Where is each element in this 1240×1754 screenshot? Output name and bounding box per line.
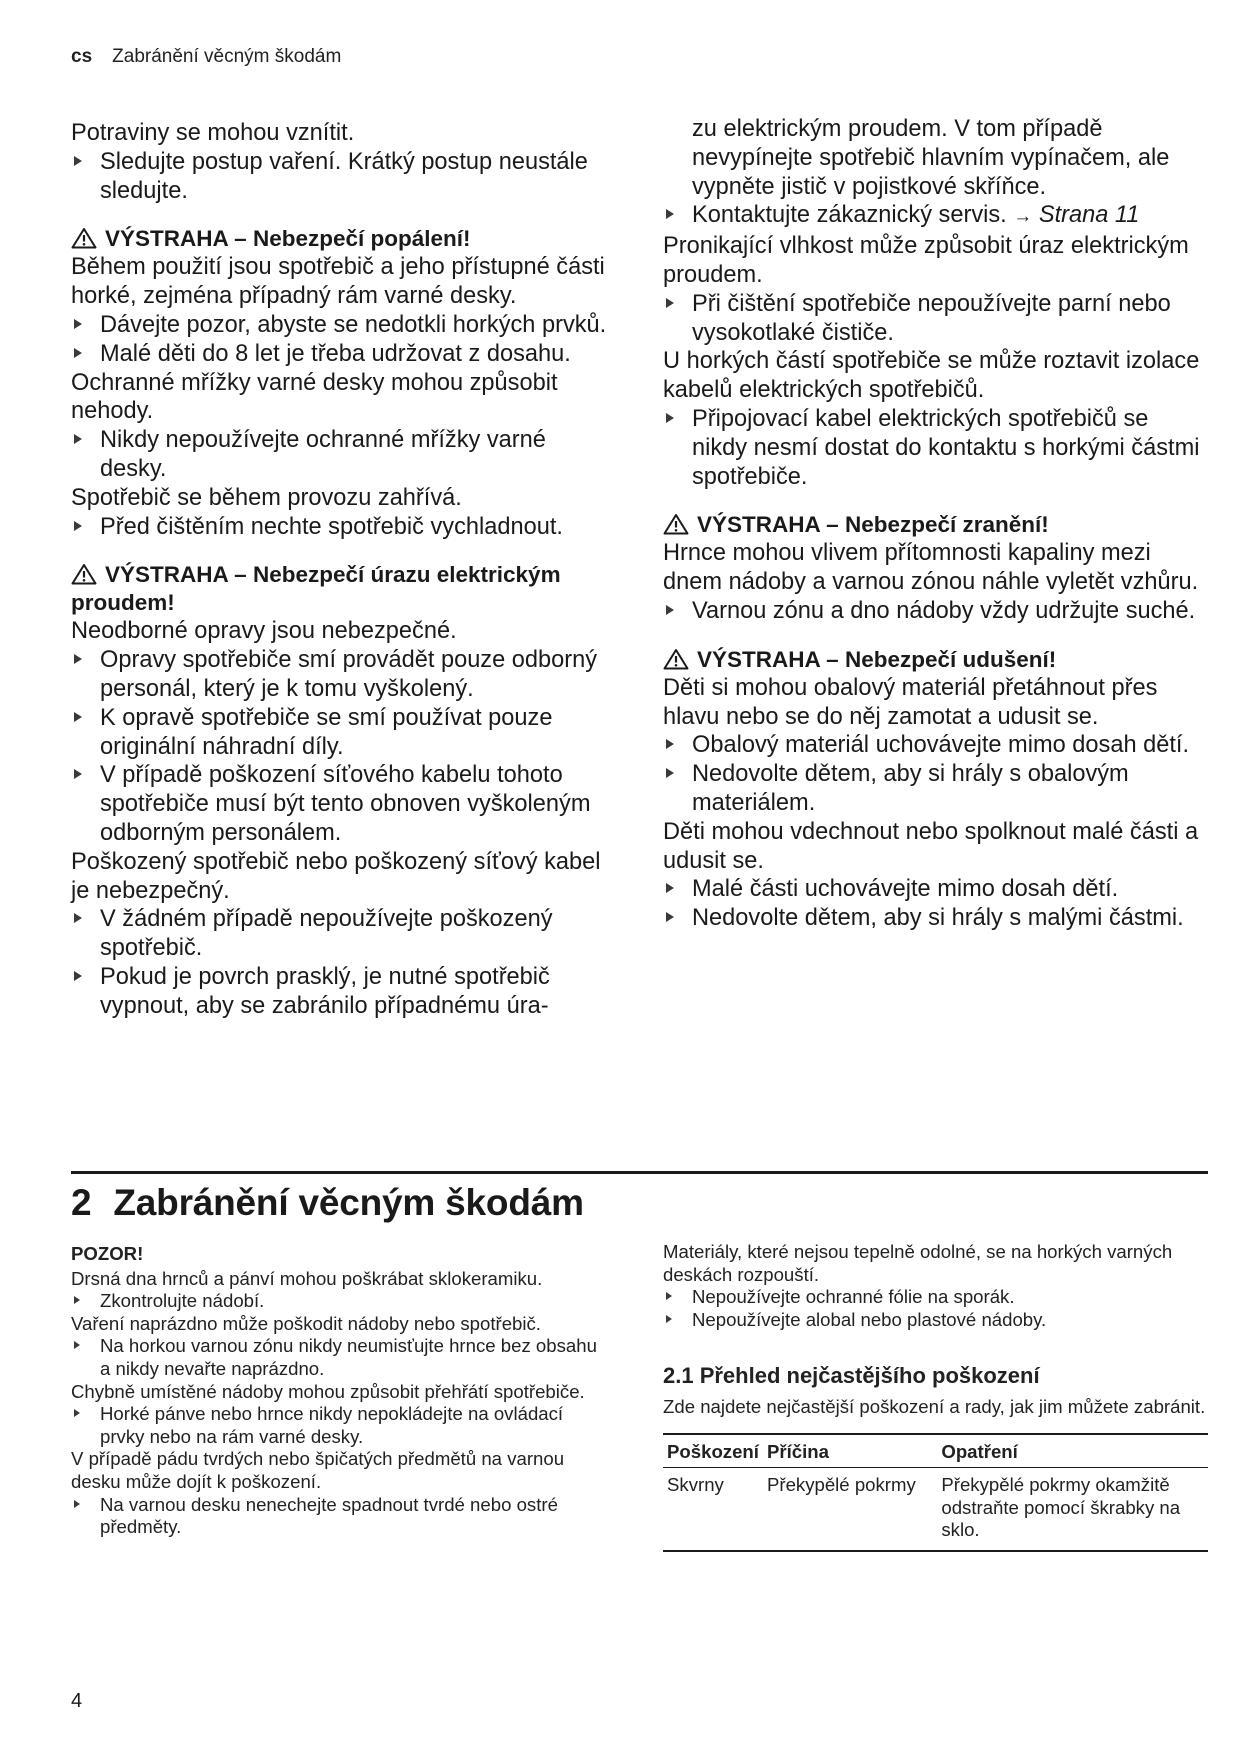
paragraph: Neodborné opravy jsou nebezpečné. — [71, 618, 457, 645]
left-column-top — [71, 119, 611, 1021]
bullet-item: Nepoužívejte ochranné fólie na sporák. — [663, 1286, 1208, 1309]
page-number: 4 — [71, 1690, 83, 1712]
bullet-item: Varnou zónu a dno nádoby vždy udržujte suché. — [663, 597, 1208, 626]
page-reference-link[interactable]: Strana 11 — [1038, 202, 1140, 229]
table-row — [663, 1468, 1208, 1551]
paragraph: Drsná dna hrnců a pánví mohou poškrábat sklokeramiku. — [71, 1267, 543, 1289]
bullet-item: K opravě spotřebiče se smí používat pouze originální náhradní díly. — [71, 704, 611, 762]
warning-triangle-icon — [71, 563, 97, 585]
bullet-item: Opravy spotřebiče smí provádět pouze odborný personál, který je k tomu vyškolený. — [71, 646, 611, 704]
damage-overview-table — [663, 1433, 1208, 1552]
table-cell: Překypělé pokrmy okamžitě odstraňte pomocí škrabky na sklo. — [937, 1468, 1208, 1551]
paragraph: Během použití jsou spotřebič a jeho přístupné části horké, zejména případný rám varné desky. — [71, 254, 605, 310]
bullet-item: Sledujte postup vaření. Krátký postup neustále sledujte. — [71, 148, 611, 206]
paragraph: Zde najdete nejčastější poškození a rady, jak jim můžete zabránit. — [663, 1395, 1206, 1417]
right-column-top — [663, 115, 1208, 933]
notice-heading: POZOR! — [71, 1243, 144, 1264]
running-header — [71, 46, 341, 68]
bullet-continuation: zu elektrickým proudem. V tom případě nevypínejte spotřebič hlavním vypínačem, ale vypněte jistič v pojistkové skříňce. — [692, 116, 1170, 200]
bullet-item: Na varnou desku nenechejte spadnout tvrdé nebo ostré předměty. — [71, 1494, 611, 1539]
bullet-item: V žádném případě nepoužívejte poškozený spotřebič. — [71, 905, 611, 963]
warning-heading: VÝSTRAHA – Nebezpečí zranění! — [663, 511, 1208, 539]
warning-triangle-icon — [71, 227, 97, 249]
paragraph: Poškozený spotřebič nebo poškozený síťový kabel je nebezpečný. — [71, 848, 601, 904]
table-header-row — [663, 1434, 1208, 1468]
warning-heading: VÝSTRAHA – Nebezpečí popálení! — [71, 225, 611, 253]
paragraph: Spotřebič se během provozu zahřívá. — [71, 484, 462, 511]
paragraph: Vaření naprázdno může poškodit nádoby nebo spotřebič. — [71, 1312, 541, 1334]
bullet-item: Horké pánve nebo hrnce nikdy nepokládejte na ovládací prvky nebo na rám varné desky. — [71, 1403, 611, 1448]
paragraph: Děti mohou vdechnout nebo spolknout malé části a udusit se. — [663, 818, 1199, 874]
paragraph: Ochranné mřížky varné desky mohou způsobit nehody. — [71, 369, 558, 425]
table-header-cell: Příčina — [763, 1434, 937, 1468]
bullet-item: Kontaktujte zákaznický servis. → Strana 11 — [663, 201, 1208, 232]
section-heading — [71, 1182, 584, 1224]
paragraph: Děti si mohou obalový materiál přetáhnout přes hlavu nebo se do něj zamotat a udusit se. — [663, 674, 1158, 730]
arrow-right-icon: → — [1013, 206, 1033, 228]
bullet-item: V případě poškození síťového kabelu tohoto spotřebiče musí být tento obnoven vyškoleným odborným personálem. — [71, 761, 611, 847]
bullet-item: Před čištěním nechte spotřebič vychladnout. — [71, 513, 611, 542]
bullet-item: Obalový materiál uchovávejte mimo dosah dětí. — [663, 731, 1208, 760]
paragraph: Materiály, které nejsou tepelně odolné, se na horkých varných deskách rozpouští. — [663, 1241, 1173, 1285]
table-header-cell: Opatření — [937, 1434, 1208, 1468]
bullet-item: Nedovolte dětem, aby si hrály s malými částmi. — [663, 904, 1208, 933]
paragraph: Chybně umístěné nádoby mohou způsobit přehřátí spotřebiče. — [71, 1380, 585, 1402]
table-cell: Skvrny — [663, 1468, 763, 1551]
bullet-item: Nedovolte dětem, aby si hrály s obalovým materiálem. — [663, 760, 1208, 818]
warning-triangle-icon — [663, 513, 689, 535]
bullet-item: Malé děti do 8 let je třeba udržovat z dosahu. — [71, 340, 611, 369]
paragraph: Potraviny se mohou vznítit. — [71, 120, 355, 146]
bullet-item: Nepoužívejte alobal nebo plastové nádoby. — [663, 1309, 1208, 1332]
table-cell: Překypělé pokrmy — [763, 1468, 937, 1551]
bullet-item: Nikdy nepoužívejte ochranné mřížky varné desky. — [71, 426, 611, 484]
subsection-heading: 2.1 Přehled nejčastějšího poškození — [663, 1363, 1040, 1389]
paragraph: U horkých částí spotřebiče se může roztavit izolace kabelů elektrických spotřebičů. — [663, 348, 1200, 404]
language-code: cs — [71, 46, 93, 67]
section-number: 2 — [71, 1182, 92, 1223]
bullet-item: Při čištění spotřebiče nepoužívejte parní nebo vysokotlaké čističe. — [663, 290, 1208, 348]
bullet-item: Malé části uchovávejte mimo dosah dětí. — [663, 875, 1208, 904]
header-title: Zabránění věcným škodám — [112, 46, 342, 67]
right-column-bottom — [663, 1241, 1208, 1552]
bullet-item: Připojovací kabel elektrických spotřebičů se nikdy nesmí dostat do kontaktu s horkými částmi spotřebiče. — [663, 405, 1208, 491]
paragraph: Pronikající vlhkost může způsobit úraz elektrickým proudem. — [663, 233, 1189, 288]
left-column-bottom — [71, 1243, 611, 1539]
warning-heading: VÝSTRAHA – Nebezpečí udušení! — [663, 646, 1208, 674]
section-title: Zabránění věcným škodám — [113, 1182, 584, 1223]
warning-triangle-icon — [663, 648, 689, 670]
warning-heading: VÝSTRAHA – Nebezpečí úrazu elektrickým proudem! — [71, 562, 561, 616]
table-header-cell: Poškození — [663, 1434, 763, 1468]
bullet-item: Pokud je povrch prasklý, je nutné spotřebič vypnout, aby se zabránilo případnému úra- — [71, 963, 611, 1021]
bullet-item: Na horkou varnou zónu nikdy neumisťujte hrnce bez obsahu a nikdy nevařte naprázdno. — [71, 1335, 611, 1380]
paragraph: Hrnce mohou vlivem přítomnosti kapaliny mezi dnem nádoby a varnou zónou náhle vyletět vzhůru. — [663, 540, 1199, 596]
bullet-item: Dávejte pozor, abyste se nedotkli horkých prvků. — [71, 311, 611, 340]
section-divider — [71, 1171, 1208, 1174]
bullet-item: Zkontrolujte nádobí. — [71, 1290, 611, 1313]
paragraph: V případě pádu tvrdých nebo špičatých předmětů na varnou desku může dojít k poškození. — [71, 1448, 565, 1492]
